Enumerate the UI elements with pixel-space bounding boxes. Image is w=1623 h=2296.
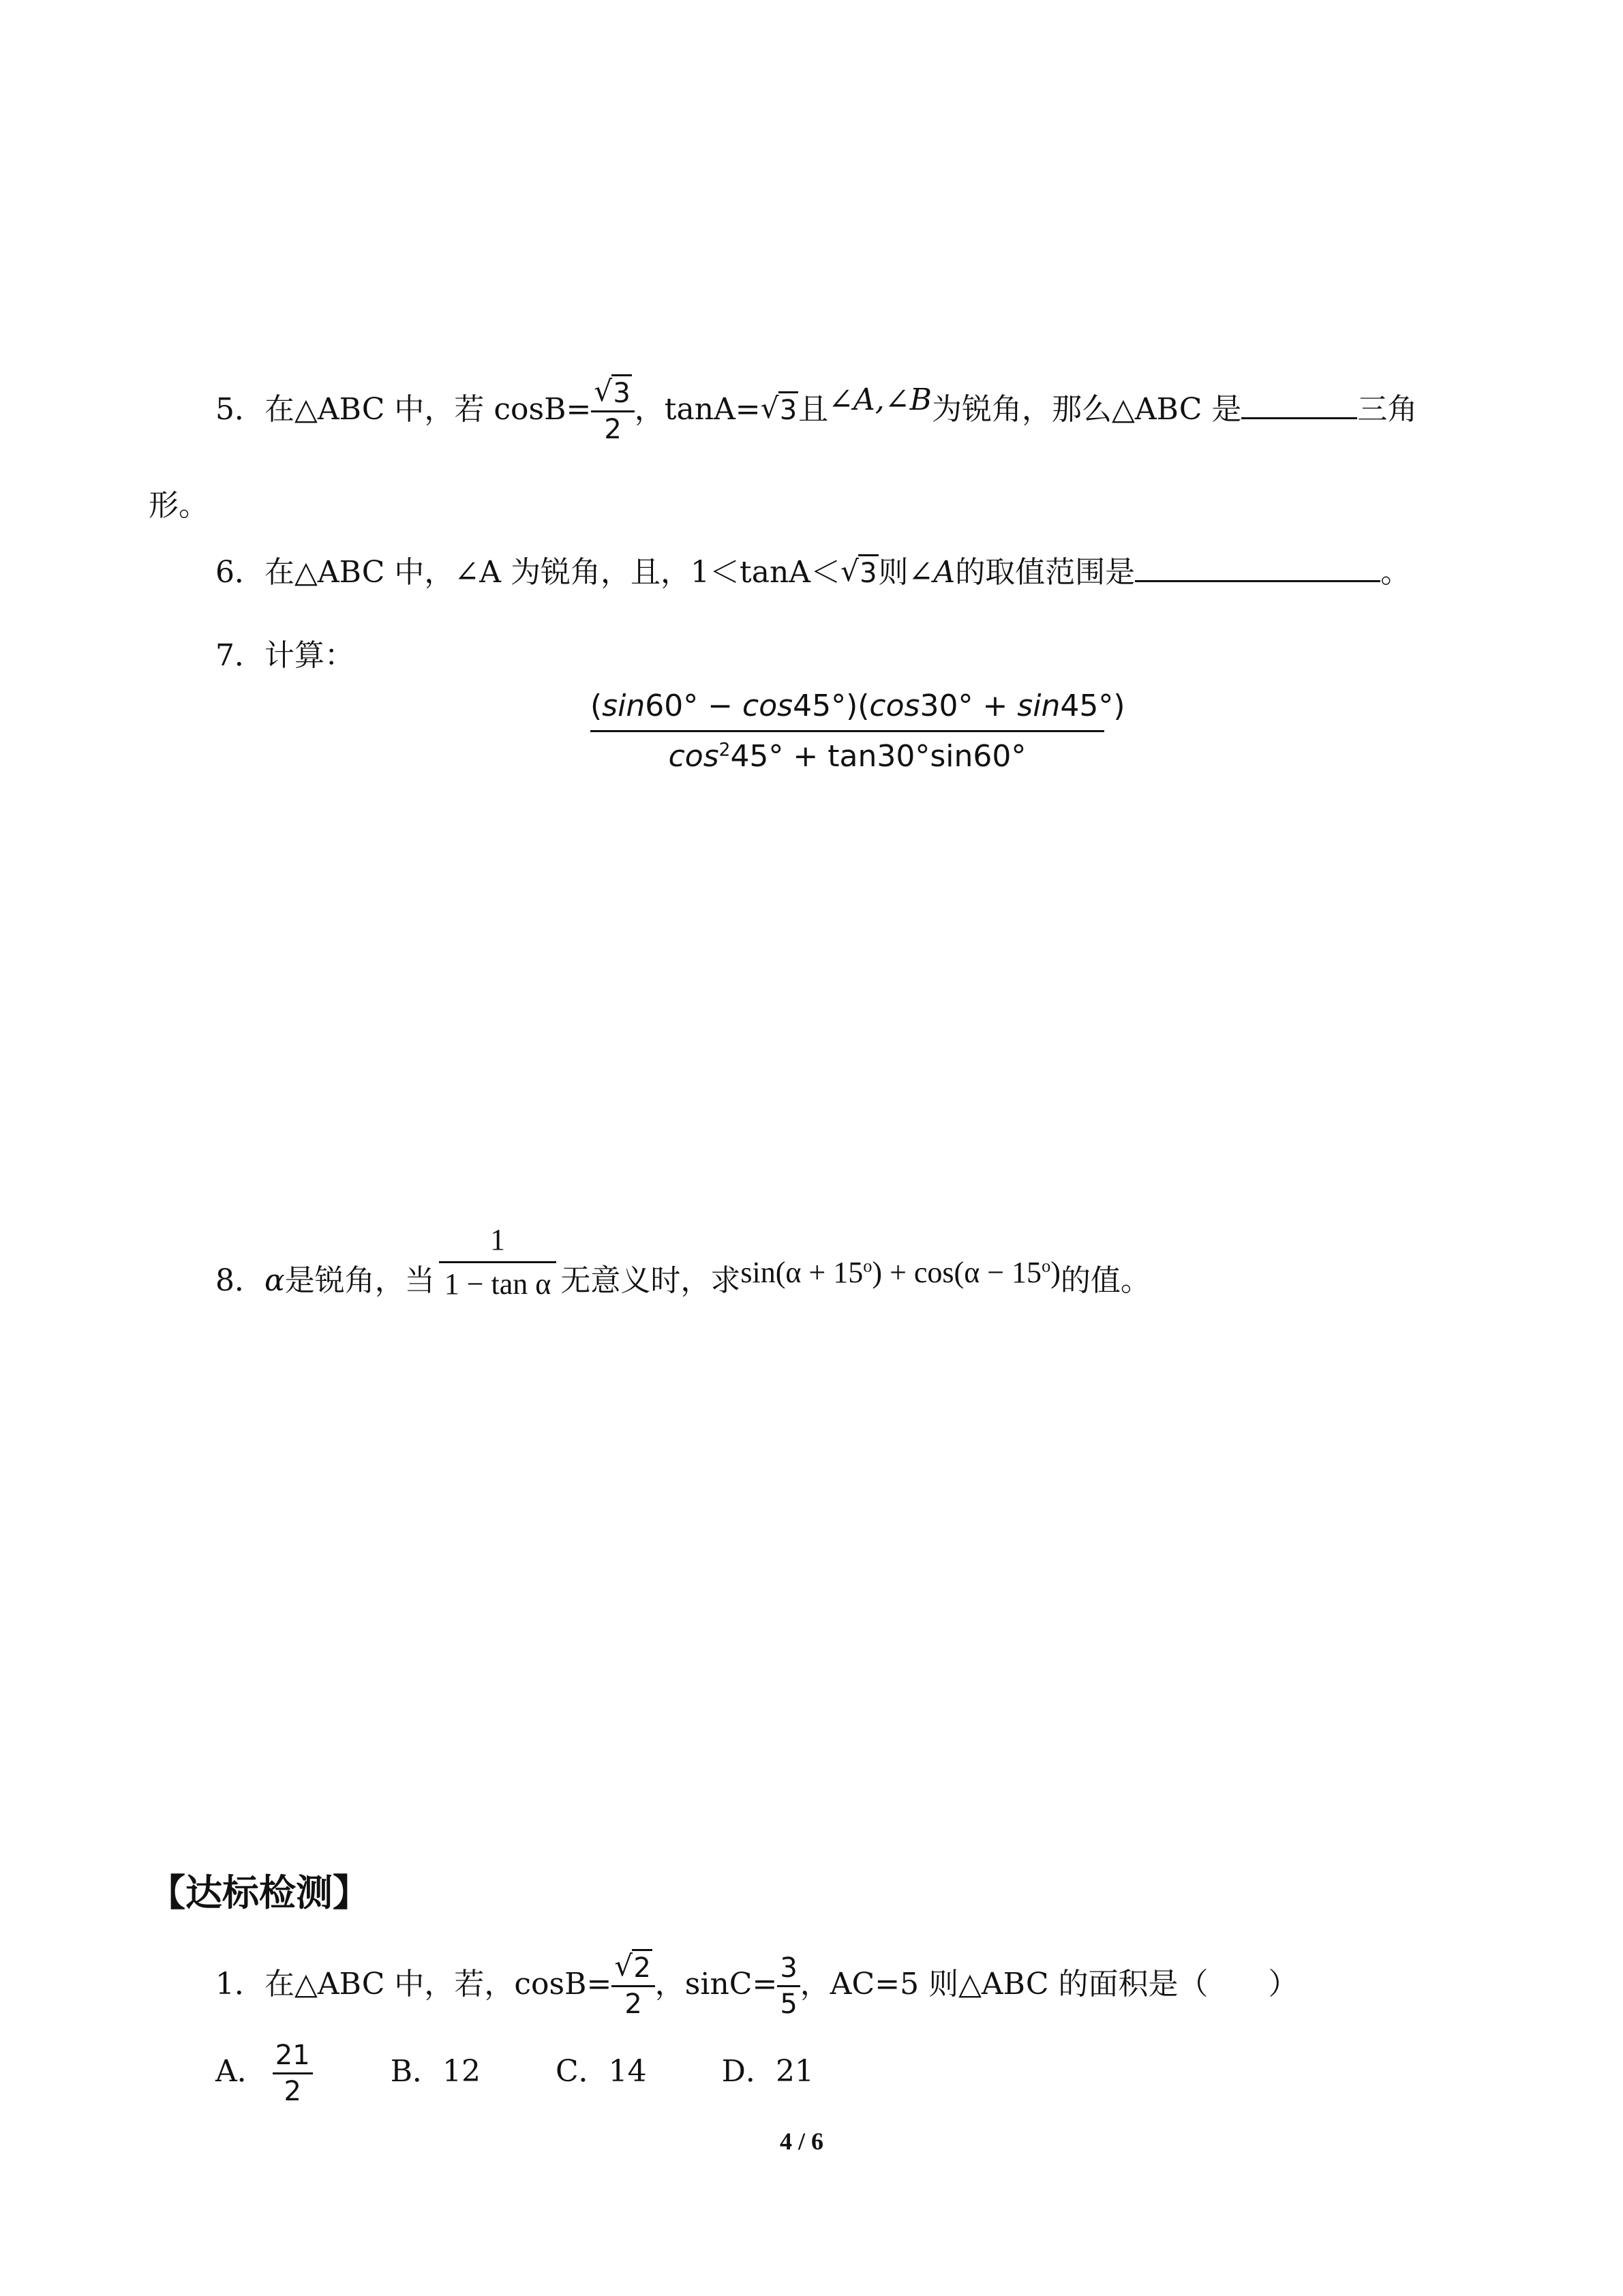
alpha-symbol: α <box>264 1263 285 1299</box>
choice-a[interactable]: A． $\frac{21}{2}$ <box>215 2054 313 2089</box>
sqrt-symbol: √ 2 <box>614 1949 651 1984</box>
q8-expression: $\sin(\alpha + 15^o) + \cos(\alpha - 15^o)$ <box>740 1255 1061 1290</box>
choice-c[interactable]: C．14 <box>556 2054 647 2089</box>
exercise-1: 1．在△ABC 中，若，cosB= √ 2 2 ，sinC= $\frac{3}{5}$ ，AC=5 则△ABC 的面积是（ ） <box>215 1949 1299 2020</box>
question-7 <box>215 638 354 673</box>
fraction-1-over-1-minus-tan: $\frac{1}{\text{1 − tan α}}$ <box>439 1224 557 1300</box>
answer-blank[interactable] <box>1135 580 1380 582</box>
fraction-sqrt2-over-2: √ 2 2 <box>611 1954 654 2019</box>
question-number: 6． <box>215 555 264 590</box>
question-text: 在△ABC 中，若 cosB= <box>264 392 592 427</box>
fraction-sqrt3-over-2: √ 3 2 <box>591 379 634 444</box>
sqrt-3: √ 3 <box>840 554 877 589</box>
page-number: 4 / 6 <box>780 2128 824 2155</box>
question-5: 5．在△ABC 中，若 cosB= √ 3 2 ，tanA= √ 3且∠A,∠B为锐角，那么△ABC 是 三角 <box>215 374 1418 445</box>
choice-d[interactable]: D．21 <box>721 2054 814 2089</box>
section-title: 【达标检测】 <box>149 1871 369 1914</box>
question-number: 8． <box>215 1263 264 1299</box>
q7-expression <box>590 689 1125 774</box>
sqrt-symbol: √ 3 <box>594 374 631 409</box>
angle-a: ∠A <box>908 555 956 590</box>
question-8: 8．α是锐角，当 $\frac{1}{\text{1 − tan α}}$ 无意义时，求$\sin(\alpha + 15^o) + \cos(\alpha - 15^o)$的值。 <box>215 1223 1151 1301</box>
q7-numerator: (sin60° − cos45°)(cos30° + sin45°) <box>590 689 1104 732</box>
q7-denominator: $\cos^245^\circ + \tan 30^\circ\sin 60^\circ$ <box>668 739 1027 774</box>
angles-a-b: ∠A,∠B <box>828 382 932 417</box>
question-6: 6．在△ABC 中，∠A 为锐角，且，1＜tanA＜ √ 3则∠A的取值范围是 。 <box>215 554 1411 590</box>
question-5-continuation: 形。 <box>149 488 209 523</box>
fraction-3-over-5: $\frac{3}{5}$ <box>777 1954 800 2019</box>
answer-blank[interactable] <box>1241 417 1357 419</box>
question-number: 1． <box>215 1967 264 2002</box>
question-number: 5． <box>215 392 264 427</box>
question-text: 计算： <box>264 638 354 673</box>
question-number: 7． <box>215 638 264 673</box>
sqrt-3: √ 3 <box>760 391 798 426</box>
answer-choices <box>215 2041 814 2106</box>
choice-b[interactable]: B．12 <box>390 2054 481 2089</box>
fraction-21-over-2: $\frac{21}{2}$ <box>273 2041 313 2106</box>
